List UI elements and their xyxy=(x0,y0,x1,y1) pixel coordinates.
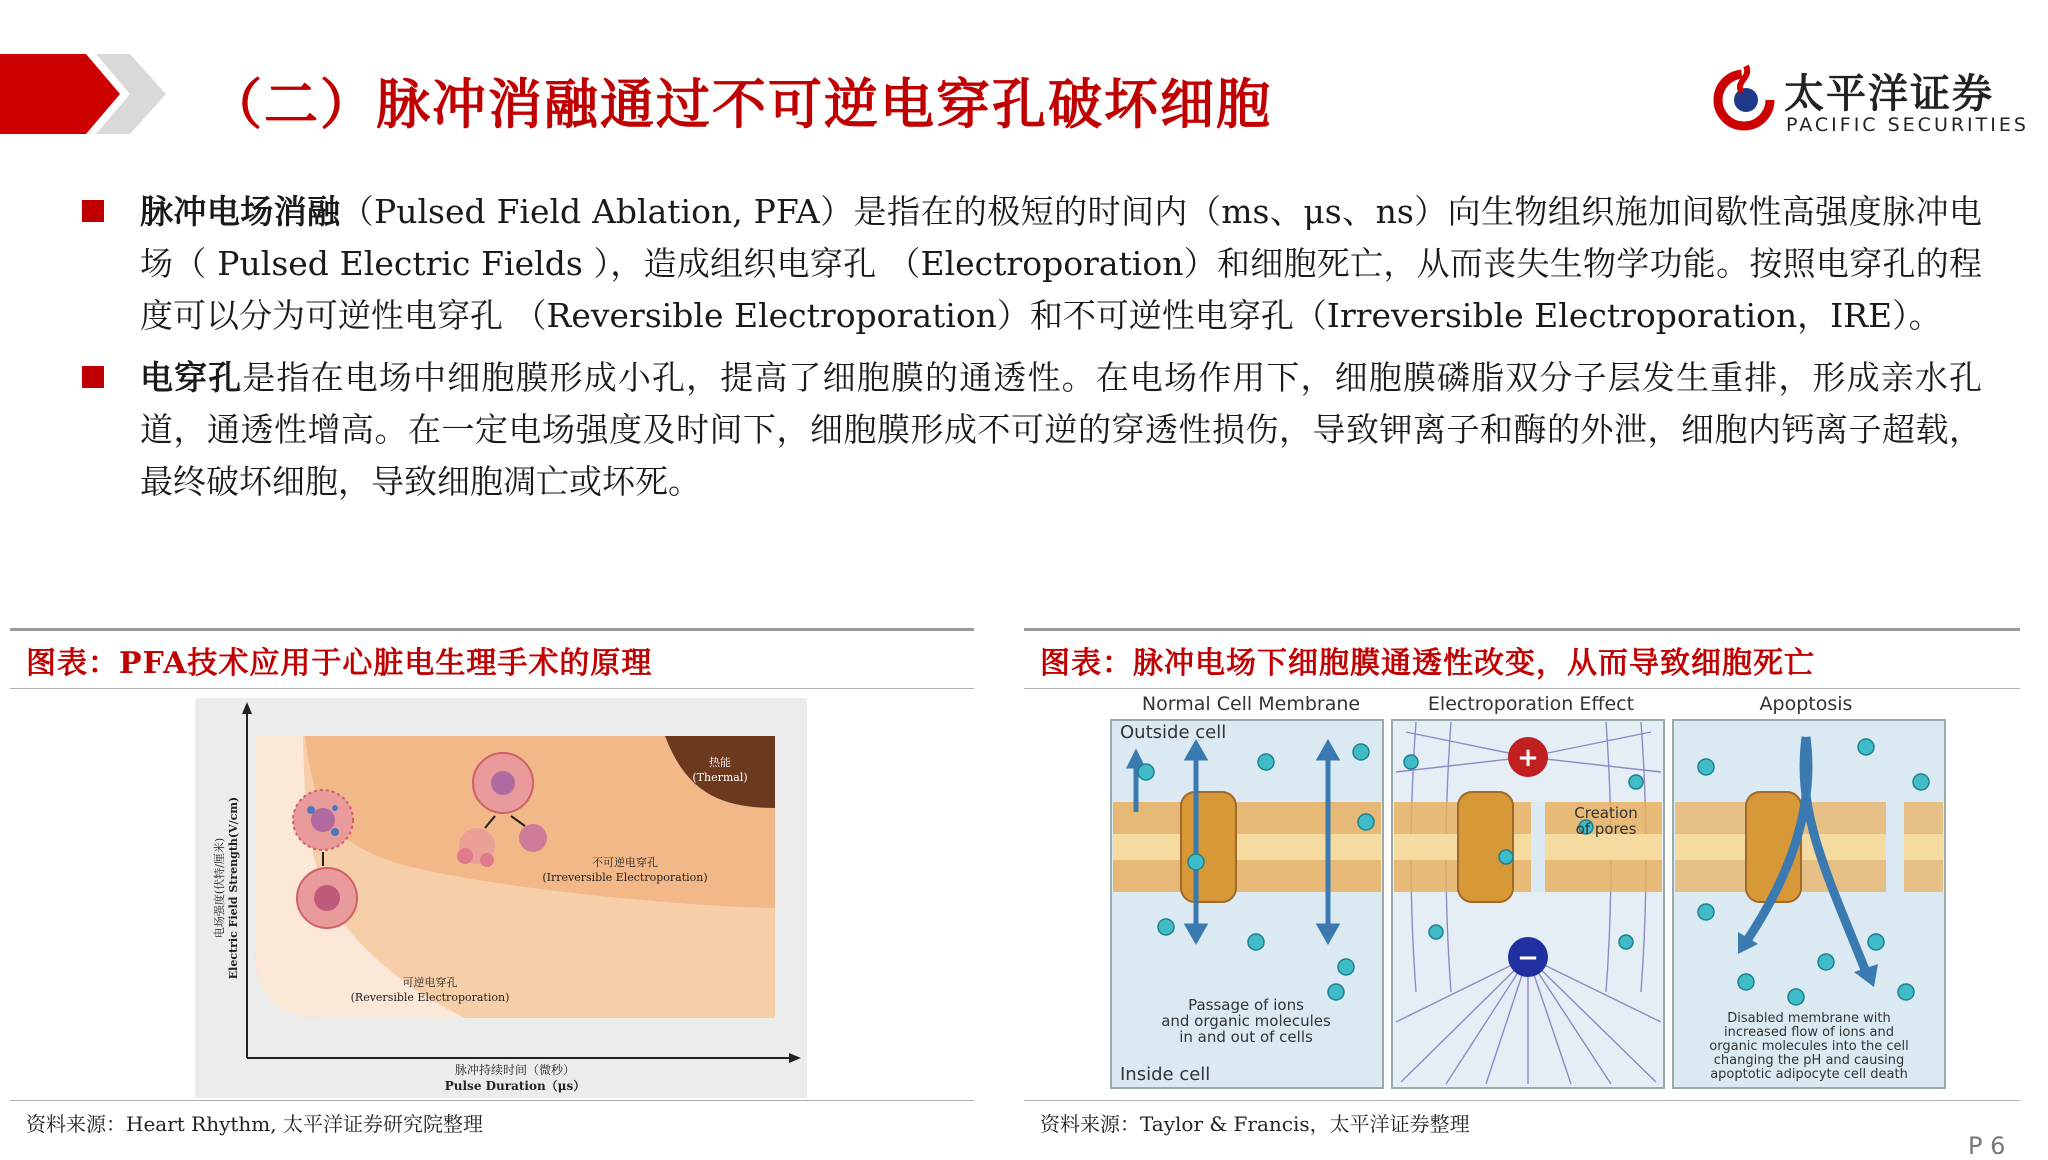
header-arrow-decoration xyxy=(0,54,180,134)
right-figure-source: 资料来源：Taylor & Francis，太平洋证券整理 xyxy=(1040,1112,1470,1136)
electroporation-figure xyxy=(1106,692,1956,1092)
page-title: （二）脉冲消融通过不可逆电穿孔破坏细胞 xyxy=(208,72,1272,136)
panel-title-rule xyxy=(1024,688,2020,689)
panel-top-rule xyxy=(10,628,974,631)
panel-top-rule xyxy=(1024,628,2020,631)
outside-cell-label: Outside cell xyxy=(1120,722,1227,743)
logo-mark-icon xyxy=(1712,56,1776,136)
thermal-label-cn: 热能 xyxy=(709,756,731,769)
col-header-normal: Normal Cell Membrane xyxy=(1141,693,1361,715)
re-label-en: (Reversible Electroporation) xyxy=(350,991,510,1004)
plus-sign: + xyxy=(1517,743,1539,773)
bullet-term: 电穿孔 xyxy=(140,358,243,397)
bullet-item xyxy=(82,352,1982,508)
logo-text-cn: 太平洋证券 xyxy=(1784,71,1994,117)
bullet-text: 是指在电场中细胞膜形成小孔，提高了细胞膜的通透性。在电场作用下，细胞膜磷脂双分子层发生重排，形成亲水孔道，通透性增高。在一定电场强度及时间下，细胞膜形成不可逆的穿透性损伤，导致钾离子和酶的外泄，细胞内钙离子超载，最终破坏细胞，导致细胞凋亡或坏死。 xyxy=(140,358,1983,501)
left-figure-source: 资料来源：Heart Rhythm, 太平洋证券研究院整理 xyxy=(26,1112,483,1136)
bullet-text: （Pulsed Field Ablation, PFA）是指在的极短的时间内（ms、μs、ns）向生物组织施加间歇性高强度脉冲电场（ Pulsed Electric Fields ），造成组织电穿孔 （Electroporation）和细胞死亡，从而丧失生物学功能。按照电穿孔的程度可以分为可逆性电穿孔 （Reversible Electroporation）和不可逆性电穿孔（Irreversible Electroporation，IRE）。 xyxy=(140,192,1983,335)
pfa-principle-figure xyxy=(195,698,807,1098)
passage-line: and organic molecules xyxy=(1161,1012,1331,1030)
disabled-line: organic molecules into the cell xyxy=(1709,1039,1909,1054)
pores-label-2: of pores xyxy=(1575,820,1637,838)
bullet-list xyxy=(82,186,1982,518)
disabled-line: changing the pH and causing xyxy=(1713,1053,1905,1068)
x-axis-label-cn: 脉冲持续时间（微秒） xyxy=(454,1063,576,1077)
y-axis-label-cn: 电场强度(伏特/厘米) xyxy=(213,837,226,939)
bullet-item xyxy=(82,186,1982,342)
re-label-cn: 可逆电穿孔 xyxy=(402,976,458,989)
panel-title-rule xyxy=(10,688,974,689)
col-header-electroporation: Electroporation Effect xyxy=(1427,693,1635,715)
pores-label-1: Creation xyxy=(1574,804,1638,822)
panel-bottom-rule xyxy=(10,1100,974,1101)
logo-text-en: PACIFIC SECURITIES xyxy=(1786,114,2029,136)
minus-sign: − xyxy=(1517,943,1539,973)
disabled-line: increased flow of ions and xyxy=(1724,1025,1894,1040)
disabled-line: apoptotic adipocyte cell death xyxy=(1710,1067,1908,1082)
bullet-square-icon xyxy=(82,200,104,222)
x-axis-label-en: Pulse Duration（μs） xyxy=(444,1079,586,1093)
passage-line: Passage of ions xyxy=(1188,996,1304,1014)
col-header-apoptosis: Apoptosis xyxy=(1759,693,1853,715)
ire-label-cn: 不可逆电穿孔 xyxy=(592,856,658,869)
company-logo xyxy=(1712,56,2029,146)
disabled-line: Disabled membrane with xyxy=(1727,1011,1891,1026)
panel-bottom-rule xyxy=(1024,1100,2020,1101)
inside-cell-label: Inside cell xyxy=(1120,1064,1211,1085)
bullet-square-icon xyxy=(82,366,104,388)
thermal-label-en: (Thermal) xyxy=(692,771,748,784)
right-figure-title: 图表：脉冲电场下细胞膜通透性改变，从而导致细胞死亡 xyxy=(1040,646,1815,681)
y-axis-label-en: Electric Field Strength(V/cm) xyxy=(227,796,240,980)
left-figure-title: 图表：PFA技术应用于心脏电生理手术的原理 xyxy=(26,646,653,681)
ire-label-en: (Irreversible Electroporation) xyxy=(542,871,708,884)
bullet-term: 脉冲电场消融 xyxy=(140,192,341,231)
passage-line: in and out of cells xyxy=(1179,1028,1313,1046)
page-number: P 6 xyxy=(1968,1132,2006,1160)
